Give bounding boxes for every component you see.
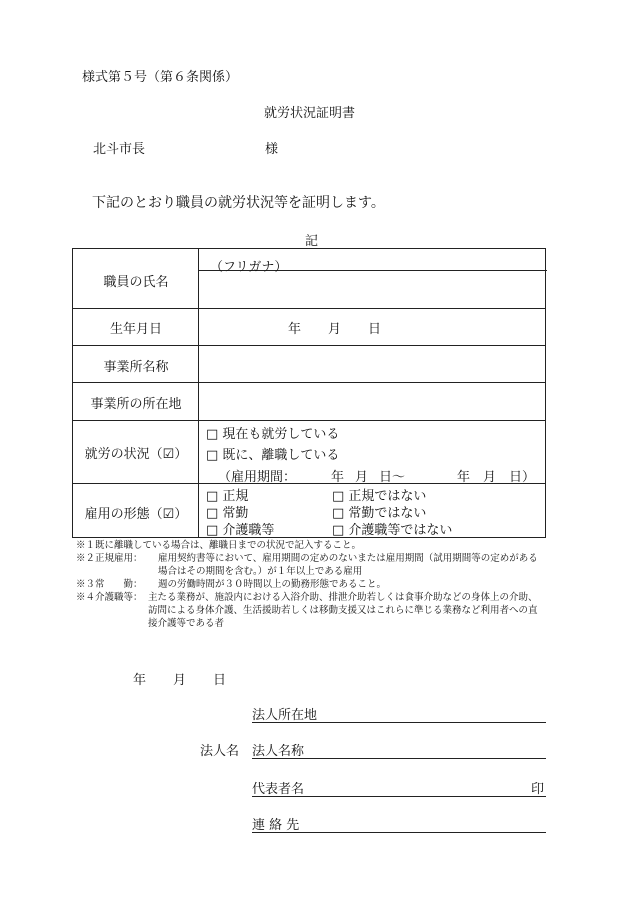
birth-day-unit: 日 (368, 322, 382, 337)
birth-month-unit: 月 (328, 322, 342, 337)
work-status-label: 就労の状況（☑） (84, 447, 188, 462)
note-2-body: 雇用契約書等において、雇用期間の定めのないまたは雇用期間（試用期間等の定めがある場合はその期間を含む。）が１年以上である雇用 (158, 553, 538, 577)
office-name-label: 事業所名称 (103, 360, 169, 375)
contact-line[interactable] (252, 814, 546, 833)
furigana-label: （フリガナ） (210, 260, 288, 275)
employment-period-label: （雇用期間： (218, 470, 297, 485)
corp-name-line[interactable] (252, 740, 546, 759)
representative-label: 代表者名 (252, 782, 305, 797)
certificate-table (72, 248, 546, 538)
intro-text: 下記のとおり職員の就労状況等を証明します。 (92, 195, 385, 211)
note-1: ※１既に離職している場合は、離職日までの状況で記入すること。 (76, 540, 362, 551)
office-address-field[interactable] (203, 386, 543, 416)
type-option-fulltime[interactable]: □ 常勤 (206, 506, 249, 521)
corp-address-label: 法人所在地 (252, 708, 318, 723)
form-number: 様式第５号（第６条関係） (82, 70, 239, 85)
addressee: 北斗市長 (93, 142, 146, 157)
employment-type-label: 雇用の形態（☑） (84, 507, 188, 522)
office-name-field[interactable] (203, 349, 543, 379)
note-2-tag: ※２正規雇用： (76, 553, 143, 564)
corp-name-label: 法人名称 (252, 744, 305, 759)
note-3-tag: ※３常 勤： (76, 579, 143, 590)
type-option-nonregular[interactable]: □ 正規ではない (332, 489, 427, 504)
page-title: 就労状況証明書 (264, 106, 356, 121)
office-address-label: 事業所の所在地 (90, 397, 182, 412)
note-4-body: 主たる業務が、施設内における入浴介助、排泄介助若しくは食事介助などの身体上の介助、訪問による身体介護、生活援助若しくは移動支援又はこれらに準じる業務など利用者への直接介護等である者 (148, 592, 538, 629)
status-option-current[interactable]: □ 現在も就労している (206, 427, 340, 442)
birth-year-unit: 年 (288, 322, 302, 337)
period-from-year: 年 (331, 470, 345, 485)
note-3-body: 週の労働時間が３０時間以上の勤務形態であること。 (158, 579, 387, 590)
period-from-day: 日～ (379, 470, 406, 485)
ki-heading: 記 (305, 234, 319, 249)
type-option-noncare[interactable]: □ 介護職等ではない (332, 523, 453, 538)
period-to-year: 年 (457, 470, 471, 485)
status-option-left[interactable]: □ 既に、離職している (206, 448, 340, 463)
note-4-tag: ※４介護職等： (76, 592, 143, 603)
corp-address-line[interactable] (252, 704, 546, 723)
type-option-regular[interactable]: □ 正規 (206, 489, 249, 504)
period-to-month: 月 (483, 470, 497, 485)
type-option-care[interactable]: □ 介護職等 (206, 523, 275, 538)
seal-mark: 印 (530, 782, 544, 797)
employee-name-field[interactable] (203, 273, 543, 303)
type-option-parttime[interactable]: □ 常勤ではない (332, 506, 427, 521)
birthdate-label: 生年月日 (109, 322, 162, 337)
contact-label: 連 絡 先 (252, 818, 300, 833)
date-month: 月 (173, 673, 187, 688)
honorific: 様 (265, 142, 279, 157)
period-from-month: 月 (355, 470, 369, 485)
date-year: 年 (133, 673, 147, 688)
date-day: 日 (213, 673, 227, 688)
period-to-day: 日） (509, 470, 536, 485)
corp-label: 法人名 (200, 744, 240, 759)
representative-line[interactable] (252, 778, 546, 797)
employee-name-label: 職員の氏名 (103, 275, 169, 290)
